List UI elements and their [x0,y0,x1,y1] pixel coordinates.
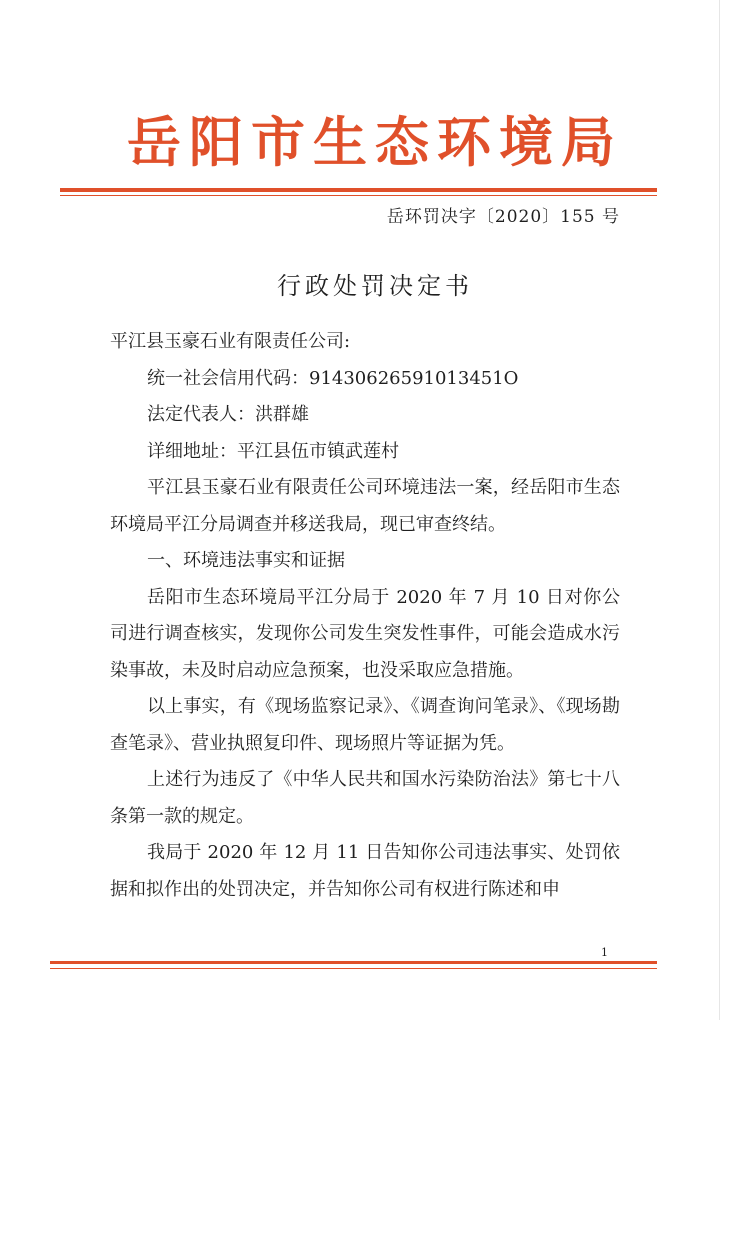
page-number: 1 [601,946,608,959]
violation-paragraph: 上述行为违反了《中华人民共和国水污染防治法》第七十八条第一款的规定。 [110,769,620,827]
intro-paragraph: 平江县玉豪石业有限责任公司环境违法一案，经岳阳市生态环境局平江分局调查并移送我局，现已审查终结。 [110,477,620,535]
credit-code: 统一社会信用代码：91430626591013451O [147,367,519,389]
header-rule-thick [60,188,657,192]
facts-paragraph: 岳阳市生态环境局平江分局于 2020 年 7 月 10 日对你公司进行调查核实，发现你公司发生突发性事件，可能会造成水污染事故，未及时启动应急预案，也没采取应急措施。 [110,586,620,681]
addressee: 平江县玉豪石业有限责任公司: [110,331,351,352]
document-number: 岳环罚决字〔2020〕155 号 [386,207,620,227]
header-rule-thin [60,195,657,196]
agency-header: 岳阳市生态环境局 [127,111,623,174]
evidence-paragraph: 以上事实，有《现场监察记录》、《调查询问笔录》、《现场勘查笔录》、营业执照复印件、现场照片等证据为凭。 [110,696,620,754]
section-heading: 一、环境违法事实和证据 [147,550,345,571]
notice-paragraph: 我局于 2020 年 12 月 11 日告知你公司违法事实、处罚依据和拟作出的处罚决定，并告知你公司有权进行陈述和申 [110,842,620,900]
document-body [110,324,620,908]
legal-representative: 法定代表人：洪群雄 [147,404,309,425]
footer-rule-thick [50,961,657,964]
document-title: 行政处罚决定书 [277,272,473,300]
company-address: 详细地址：平江县伍市镇武莲村 [147,440,399,462]
footer-rule-thin [50,968,657,969]
